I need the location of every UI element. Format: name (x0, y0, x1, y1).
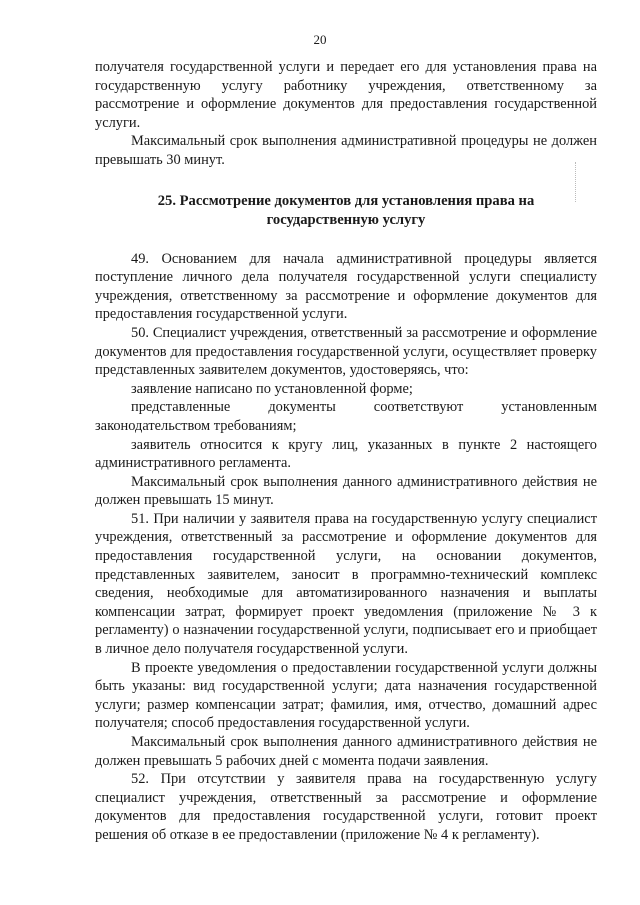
paragraph-50-item-form: заявление написано по установленной форме; (131, 380, 413, 397)
paragraph-51-time-limit: Максимальный срок выполнения данного административного действия не должен превышать 5 рабочих дней с момента подачи заявления. (95, 734, 597, 769)
paragraph-intro-time-limit: Максимальный срок выполнения административной процедуры не должен превышать 30 минут. (95, 133, 597, 168)
paragraph-52: 52. При отсутствии у заявителя права на государственную услугу специалист учреждения, ответственный за рассмотрение и оформление документов для предоставления государственной услуги, готовит проект решения об отказе в ее предоставлении (приложение № 4 к регламенту). (95, 771, 597, 843)
section-heading-line-1: 25. Рассмотрение документов для установления права на (157, 192, 535, 209)
paragraph-49: 49. Основанием для начала административной процедуры является поступление личного дела получателя государственной услуги специалисту учреждения, ответственному за рассмотрение и оформление документов для предоставления государственной услуги. (95, 250, 597, 323)
paragraph-50: 50. Специалист учреждения, ответственный за рассмотрение и оформление документов для предоставления государственной услуги, осуществляет проверку представленных заявителем документов, удостоверяясь, что: (95, 324, 597, 379)
paragraph-51: 51. При наличии у заявителя права на государственную услугу специалист учреждения, ответственный за рассмотрение и оформление документов для предоставления государственной услуги, на основании документов, представленных заявителем, заносит в программно-технический комплекс сведения, необходимые для автоматизированного назначения и выплаты компенсации затрат, формирует проект уведомления (приложение № 3 к регламенту) о назначении государственной услуги, подписывает его и приобщает в личное дело получателя государственной услуги. (95, 510, 597, 658)
page-number: 20 (313, 32, 327, 47)
paragraph-intro-continued: получателя государственной услуги и передает его для установления права на государственную услугу работнику учреждения, ответственному за рассмотрение и оформление документов для предоставления государственной услуги. (95, 59, 597, 131)
section-heading (95, 192, 597, 230)
section-heading-line-2: государственную услугу (266, 211, 426, 228)
paragraph-50-item-documents: представленные документы соответствуют установленным законодательством требованиям; (95, 399, 597, 434)
paragraph-50-time-limit: Максимальный срок выполнения данного административного действия не должен превышать 15 минут. (95, 473, 597, 509)
paragraph-50-item-applicant: заявитель относится к кругу лиц, указанных в пункте 2 настоящего административного регламента. (95, 436, 597, 472)
document-body (95, 58, 597, 845)
paragraph-51-notification: В проекте уведомления о предоставлении государственной услуги должны быть указаны: вид государственной услуги; дата назначения государственной услуги; размер компенсации затрат; фамилия, имя, отчество, домашний адрес получателя; способ предоставления государственной услуги. (95, 659, 597, 732)
